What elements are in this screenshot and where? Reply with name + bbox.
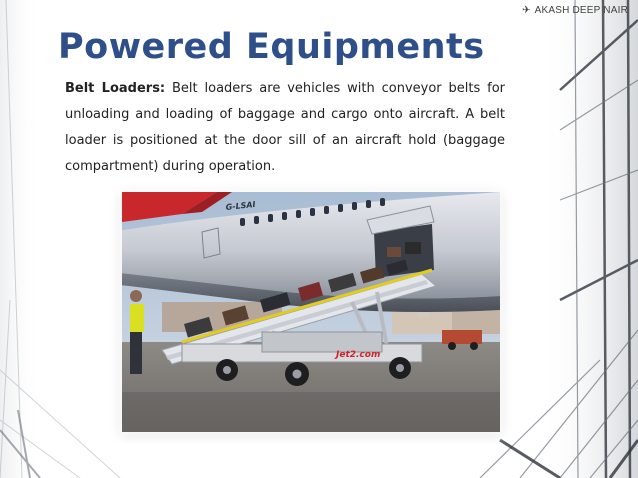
term-label: Belt Loaders: [65,81,166,96]
body-paragraph [65,76,505,180]
aircraft-registration: G-LSAI [225,199,256,212]
term-description: Belt loaders are vehicles with conveyor belts for unloading and loading of baggage and cargo onto aircraft. A belt loader is positioned at the door sill of an aircraft hold (baggage compartment) during operation. [65,81,505,174]
author-name: AKASH DEEP NAIR [534,5,628,16]
slide-title: Powered Equipments [58,27,485,67]
vehicle-brand: Jet2.com [336,350,381,360]
belt-loader-photo [122,192,500,432]
belt-loader-illustration [122,192,500,432]
author-credit [522,5,628,16]
airplane-icon: ✈ [522,5,531,16]
